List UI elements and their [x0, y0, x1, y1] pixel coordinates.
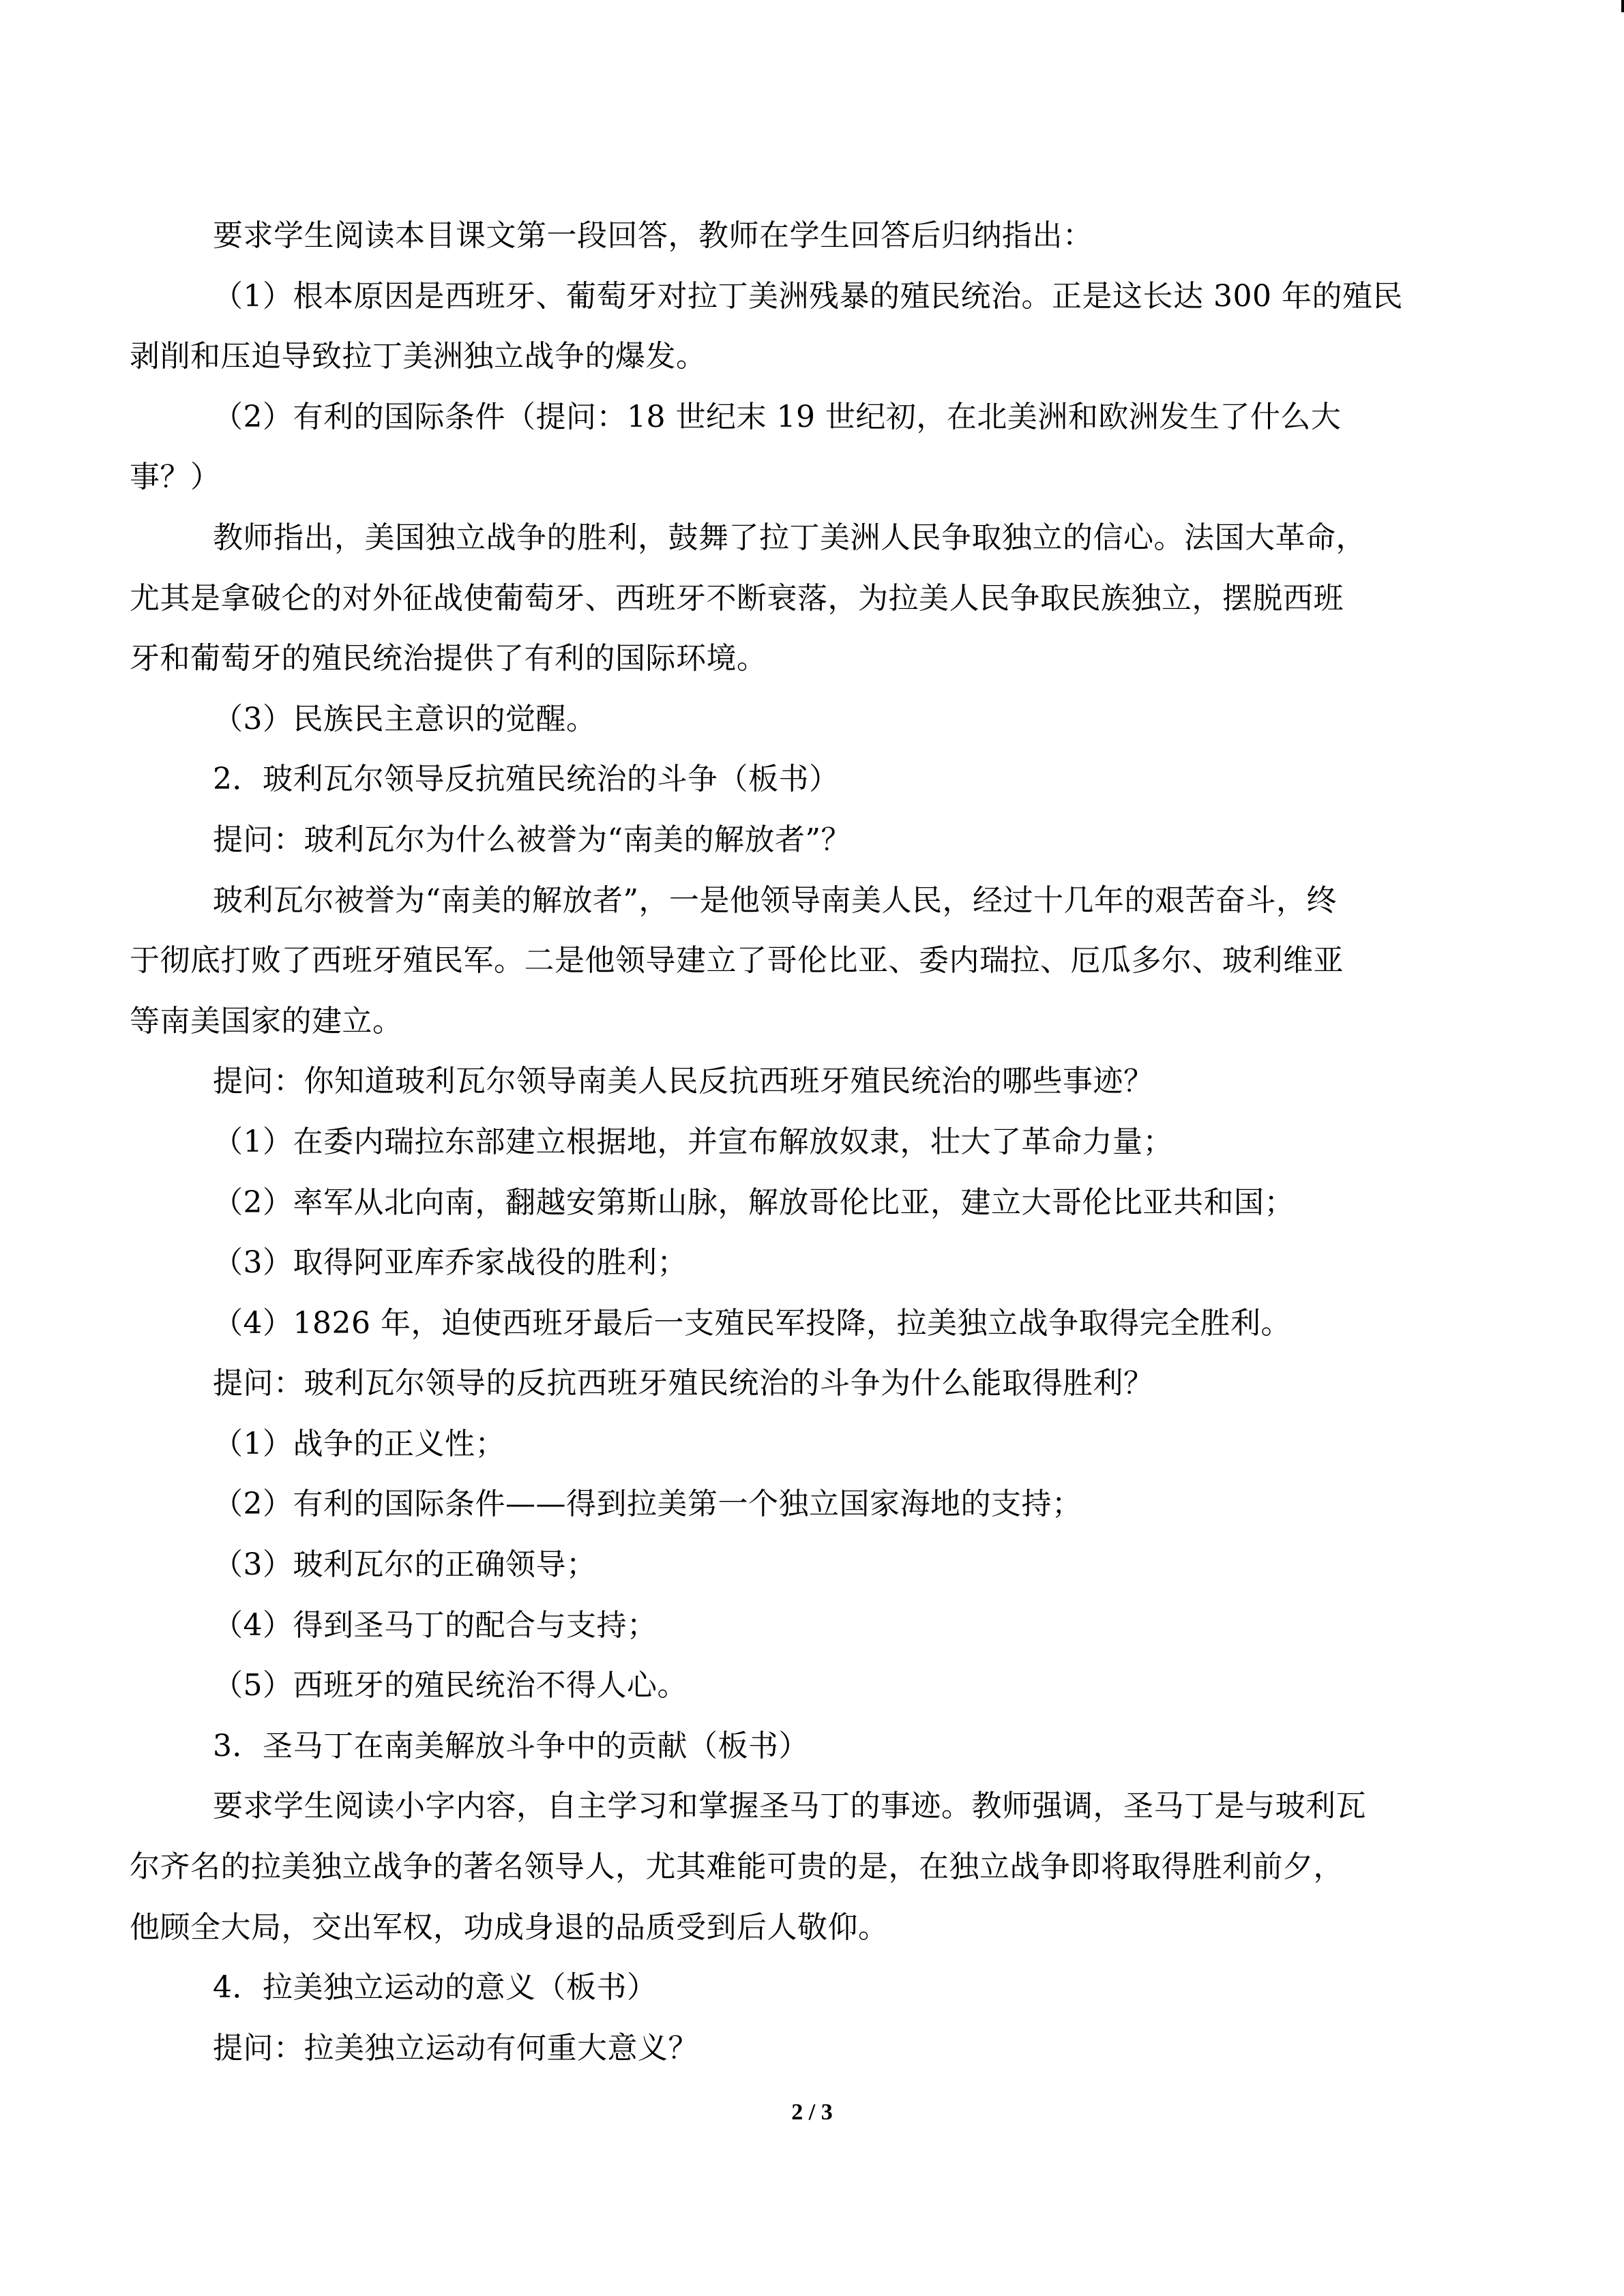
question-line: 提问：拉美独立运动有何重大意义？	[213, 2030, 698, 2066]
list-item: （2）率军从北向南，翻越安第斯山脉，解放哥伦比亚，建立大哥伦比亚共和国；	[213, 1184, 1295, 1220]
section-heading: 2．玻利瓦尔领导反抗殖民统治的斗争（板书）	[213, 762, 840, 797]
list-item: （4）1826 年，迫使西班牙最后一支殖民军投降，拉美独立战争取得完全胜利。	[213, 1305, 1291, 1341]
paragraph-line: 教师指出，美国独立战争的胜利，鼓舞了拉丁美洲人民争取独立的信心。法国大革命，	[213, 520, 1366, 555]
paragraph-line: （1）根本原因是西班牙、葡萄牙对拉丁美洲残暴的殖民统治。正是这长达 300 年的殖民	[213, 278, 1403, 314]
list-item: （2）有利的国际条件——得到拉美第一个独立国家海地的支持；	[213, 1487, 1082, 1522]
section-heading: 4．拉美独立运动的意义（板书）	[213, 1970, 658, 2006]
question-line: 提问：玻利瓦尔领导的反抗西班牙殖民统治的斗争为什么能取得胜利？	[213, 1366, 1154, 1401]
paragraph-line: （3）民族民主意识的觉醒。	[213, 701, 597, 736]
section-heading: 3．圣马丁在南美解放斗争中的贡献（板书）	[213, 1728, 809, 1763]
question-line: 提问：你知道玻利瓦尔领导南美人民反抗西班牙殖民统治的哪些事迹？	[213, 1064, 1154, 1099]
list-item: （3）取得阿亚库乔家战役的胜利；	[213, 1245, 688, 1281]
paragraph-line: 他顾全大局，交出军权，功成身退的品质受到后人敬仰。	[130, 1909, 889, 1945]
paragraph-line: 等南美国家的建立。	[130, 1003, 403, 1039]
paragraph-line: 于彻底打败了西班牙殖民军。二是他领导建立了哥伦比亚、委内瑞拉、厄瓜多尔、玻利维亚	[130, 943, 1344, 979]
paragraph-line: 牙和葡萄牙的殖民统治提供了有利的国际环境。	[130, 641, 767, 676]
paragraph-line: 要求学生阅读小字内容，自主学习和掌握圣马丁的事迹。教师强调，圣马丁是与玻利瓦	[213, 1789, 1366, 1824]
paragraph-line: 要求学生阅读本目课文第一段回答，教师在学生回答后归纳指出：	[213, 218, 1093, 253]
list-item: （3）玻利瓦尔的正确领导；	[213, 1547, 597, 1583]
paragraph-line: 玻利瓦尔被誉为“南美的解放者”，一是他领导南美人民，经过十几年的艰苦奋斗，终	[213, 882, 1337, 918]
page-corner-mark	[1621, 0, 1624, 12]
paragraph-line: 尔齐名的拉美独立战争的著名领导人，尤其难能可贵的是，在独立战争即将取得胜利前夕，	[130, 1849, 1344, 1885]
list-item: （1）在委内瑞拉东部建立根据地，并宣布解放奴隶，壮大了革命力量；	[213, 1124, 1173, 1159]
list-item: （5）西班牙的殖民统治不得人心。	[213, 1668, 688, 1703]
paragraph-line: （2）有利的国际条件（提问：18 世纪末 19 世纪初，在北美洲和欧洲发生了什么大	[213, 399, 1342, 434]
paragraph-line: 剥削和压迫导致拉丁美洲独立战争的爆发。	[130, 339, 707, 374]
list-item: （4）得到圣马丁的配合与支持；	[213, 1607, 658, 1643]
question-line: 提问：玻利瓦尔为什么被誉为“南美的解放者”？	[213, 822, 851, 857]
list-item: （1）战争的正义性；	[213, 1426, 505, 1461]
paragraph-line: 尤其是拿破仑的对外征战使葡萄牙、西班牙不断衰落，为拉美人民争取民族独立，摆脱西班	[130, 580, 1344, 616]
document-body	[130, 206, 1477, 2078]
paragraph-line: 事？）	[130, 460, 221, 495]
page-number: 2 / 3	[791, 2100, 833, 2125]
